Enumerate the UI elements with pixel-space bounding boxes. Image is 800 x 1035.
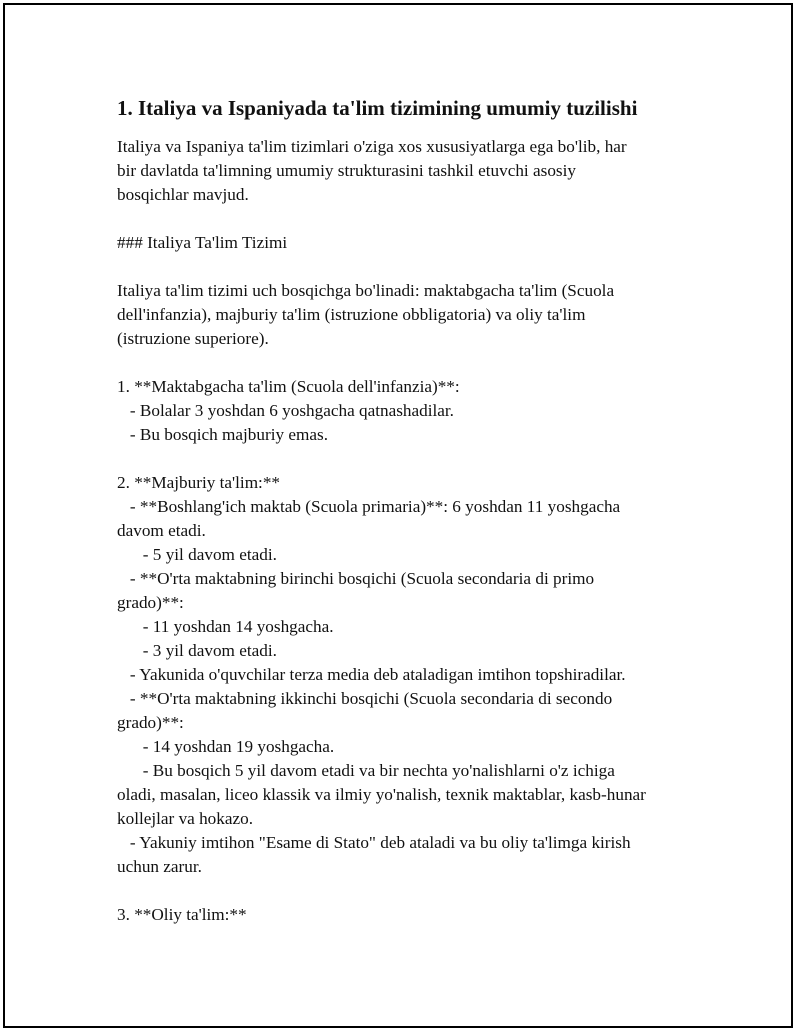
text-line: grado)**:	[117, 713, 184, 732]
blank-line	[117, 207, 702, 231]
text-line: 2. **Majburiy ta'lim:**	[117, 473, 281, 492]
blank-line	[117, 351, 702, 375]
text-line: oladi, masalan, liceo klassik va ilmiy yo'nalish, texnik maktablar, kasb-hunar	[117, 785, 646, 804]
text-line: - 5 yil davom etadi.	[117, 545, 277, 564]
text-line: - 14 yoshdan 19 yoshgacha.	[117, 737, 335, 756]
text-line: (istruzione superiore).	[117, 329, 269, 348]
text-line: grado)**:	[117, 593, 184, 612]
text-line: bir davlatda ta'limning umumiy strukturasini tashkil etuvchi asosiy	[117, 161, 576, 180]
text-line: dell'infanzia), majburiy ta'lim (istruzione obbligatoria) va oliy ta'lim	[117, 305, 586, 324]
text-line: - Bolalar 3 yoshdan 6 yoshgacha qatnashadilar.	[117, 401, 454, 420]
text-line: - **O'rta maktabning birinchi bosqichi (Scuola secondaria di primo	[117, 569, 595, 588]
text-line: - 3 yil davom etadi.	[117, 641, 277, 660]
text-line: - Bu bosqich majburiy emas.	[117, 425, 328, 444]
text-line: - Yakunida o'quvchilar terza media deb ataladigan imtihon topshiradilar.	[117, 665, 626, 684]
section-heading: 1. Italiya va Ispaniyada ta'lim tizimining umumiy tuzilishi	[117, 96, 638, 120]
document-body	[117, 95, 702, 927]
text-line: - Yakuniy imtihon "Esame di Stato" deb ataladi va bu oliy ta'limga kirish	[117, 833, 631, 852]
text-line: Italiya va Ispaniya ta'lim tizimlari o'ziga xos xususiyatlarga ega bo'lib, har	[117, 137, 627, 156]
text-line: - Bu bosqich 5 yil davom etadi va bir nechta yo'nalishlarni o'z ichiga	[117, 761, 615, 780]
blank-line	[117, 879, 702, 903]
paragraph-lines	[117, 135, 702, 927]
text-line: ### Italiya Ta'lim Tizimi	[117, 233, 288, 252]
text-line: - 11 yoshdan 14 yoshgacha.	[117, 617, 334, 636]
text-line: uchun zarur.	[117, 857, 202, 876]
text-line: davom etadi.	[117, 521, 206, 540]
text-line: Italiya ta'lim tizimi uch bosqichga bo'linadi: maktabgacha ta'lim (Scuola	[117, 281, 615, 300]
text-line: - **O'rta maktabning ikkinchi bosqichi (Scuola secondaria di secondo	[117, 689, 613, 708]
heading-gap	[117, 121, 702, 135]
blank-line	[117, 255, 702, 279]
text-line: - **Boshlang'ich maktab (Scuola primaria)**: 6 yoshdan 11 yoshgacha	[117, 497, 621, 516]
text-line: 1. **Maktabgacha ta'lim (Scuola dell'infanzia)**:	[117, 377, 460, 396]
text-line: 3. **Oliy ta'lim:**	[117, 905, 247, 924]
text-line: bosqichlar mavjud.	[117, 185, 249, 204]
text-line: kollejlar va hokazo.	[117, 809, 254, 828]
blank-line	[117, 447, 702, 471]
